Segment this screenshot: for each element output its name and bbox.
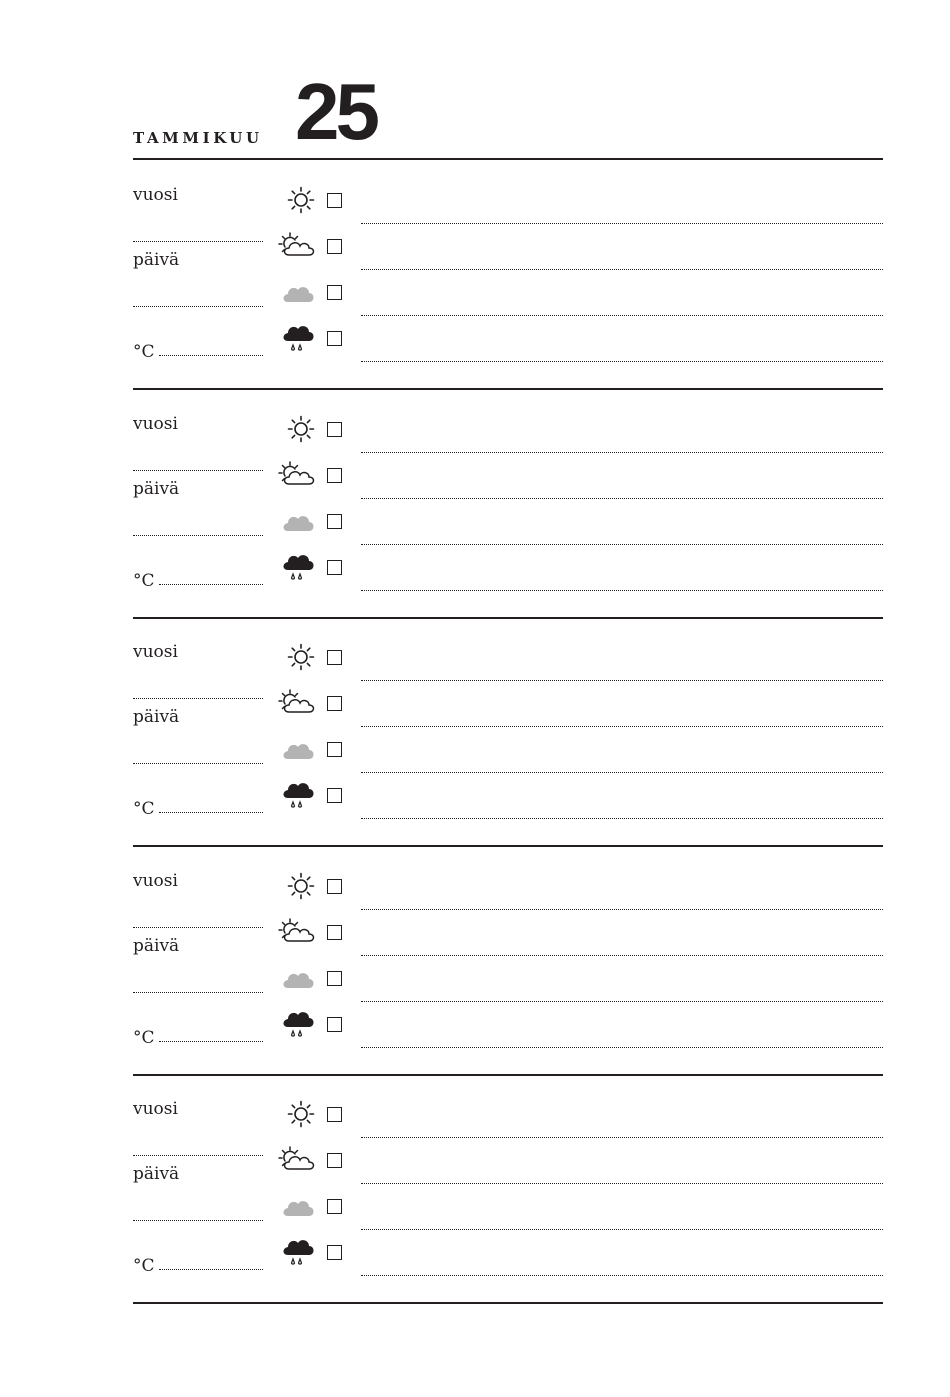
date-label: päivä <box>133 935 180 956</box>
temperature-field[interactable] <box>159 812 263 813</box>
note-line[interactable] <box>361 1229 883 1230</box>
weather-row-rain <box>278 1238 883 1278</box>
partly-cloudy-checkbox[interactable] <box>327 1153 342 1168</box>
note-line[interactable] <box>361 1001 883 1002</box>
note-line[interactable] <box>361 1047 883 1048</box>
weather-row-rain <box>278 553 883 593</box>
note-line[interactable] <box>361 361 883 362</box>
year-field[interactable] <box>133 698 263 699</box>
weather-row-cloudy <box>278 964 883 1004</box>
note-line[interactable] <box>361 818 883 819</box>
note-line[interactable] <box>361 315 883 316</box>
header-rule <box>133 158 883 160</box>
partly-cloudy-icon <box>278 689 318 723</box>
note-line[interactable] <box>361 498 883 499</box>
temperature-label: °C <box>133 1256 155 1276</box>
temperature-field[interactable] <box>159 1269 263 1270</box>
sunny-checkbox[interactable] <box>327 422 342 437</box>
month-label: TAMMIKUU <box>133 129 263 147</box>
sunny-checkbox[interactable] <box>327 879 342 894</box>
sun-icon <box>278 643 318 677</box>
note-line[interactable] <box>361 269 883 270</box>
date-field[interactable] <box>133 306 263 307</box>
weather-row-partly-cloudy <box>278 232 883 272</box>
weather-row-partly-cloudy <box>278 461 883 501</box>
weather-row-rain <box>278 324 883 364</box>
weather-row-cloudy <box>278 735 883 775</box>
date-field[interactable] <box>133 535 263 536</box>
cloudy-checkbox[interactable] <box>327 742 342 757</box>
rain-icon <box>278 324 318 358</box>
weather-row-cloudy <box>278 1192 883 1232</box>
rain-icon <box>278 781 318 815</box>
weather-row-sunny <box>278 643 883 683</box>
cloudy-icon <box>278 278 318 312</box>
cloudy-icon <box>278 964 318 998</box>
year-field[interactable] <box>133 470 263 471</box>
note-line[interactable] <box>361 1183 883 1184</box>
note-line[interactable] <box>361 955 883 956</box>
cloudy-checkbox[interactable] <box>327 514 342 529</box>
cloudy-icon <box>278 735 318 769</box>
cloudy-icon <box>278 507 318 541</box>
weather-row-partly-cloudy <box>278 918 883 958</box>
entry-section <box>133 848 883 1076</box>
cloudy-checkbox[interactable] <box>327 285 342 300</box>
weather-row-rain <box>278 1010 883 1050</box>
sun-icon <box>278 1100 318 1134</box>
date-label: päivä <box>133 707 180 727</box>
section-rule <box>133 1302 883 1304</box>
sun-icon <box>278 415 318 449</box>
note-line[interactable] <box>361 1275 883 1276</box>
weather-row-partly-cloudy <box>278 689 883 729</box>
note-line[interactable] <box>361 726 883 727</box>
partly-cloudy-icon <box>278 461 318 495</box>
note-line[interactable] <box>361 909 883 910</box>
temperature-label: °C <box>133 342 155 362</box>
temperature-label: °C <box>133 1027 155 1048</box>
partly-cloudy-checkbox[interactable] <box>327 239 342 254</box>
year-label: vuosi <box>133 642 178 662</box>
date-field[interactable] <box>133 1220 263 1221</box>
date-label: päivä <box>133 250 180 270</box>
temperature-field[interactable] <box>159 1041 263 1042</box>
partly-cloudy-icon <box>278 1146 318 1180</box>
weather-row-rain <box>278 781 883 821</box>
note-line[interactable] <box>361 590 883 591</box>
rain-checkbox[interactable] <box>327 1017 342 1032</box>
page-header <box>133 67 883 162</box>
weather-row-sunny <box>278 1100 883 1140</box>
day-number: 25 <box>295 67 376 156</box>
year-field[interactable] <box>133 1155 263 1156</box>
rain-checkbox[interactable] <box>327 560 342 575</box>
note-line[interactable] <box>361 680 883 681</box>
date-field[interactable] <box>133 763 263 764</box>
sunny-checkbox[interactable] <box>327 650 342 665</box>
weather-row-cloudy <box>278 278 883 318</box>
weather-row-sunny <box>278 415 883 455</box>
note-line[interactable] <box>361 223 883 224</box>
date-label: päivä <box>133 478 180 499</box>
rain-icon <box>278 553 318 587</box>
year-field[interactable] <box>133 927 263 928</box>
temperature-label: °C <box>133 570 155 591</box>
sun-icon <box>278 186 318 220</box>
note-line[interactable] <box>361 1137 883 1138</box>
note-line[interactable] <box>361 544 883 545</box>
date-label: päivä <box>133 1164 180 1184</box>
partly-cloudy-checkbox[interactable] <box>327 925 342 940</box>
partly-cloudy-checkbox[interactable] <box>327 696 342 711</box>
partly-cloudy-icon <box>278 918 318 952</box>
rain-checkbox[interactable] <box>327 788 342 803</box>
sunny-checkbox[interactable] <box>327 193 342 208</box>
cloudy-icon <box>278 1192 318 1226</box>
weather-row-sunny <box>278 186 883 226</box>
rain-icon <box>278 1238 318 1272</box>
rain-checkbox[interactable] <box>327 1245 342 1260</box>
temperature-label: °C <box>133 799 155 819</box>
temperature-field[interactable] <box>159 584 263 585</box>
cloudy-checkbox[interactable] <box>327 1199 342 1214</box>
entry-section <box>133 1076 883 1304</box>
weather-row-cloudy <box>278 507 883 547</box>
note-line[interactable] <box>361 452 883 453</box>
sunny-checkbox[interactable] <box>327 1107 342 1122</box>
year-label: vuosi <box>133 870 178 891</box>
entry-section <box>133 162 883 390</box>
entry-section <box>133 391 883 619</box>
weather-row-sunny <box>278 872 883 912</box>
temperature-field[interactable] <box>159 355 263 356</box>
year-label: vuosi <box>133 1099 178 1119</box>
year-label: vuosi <box>133 185 178 205</box>
year-field[interactable] <box>133 241 263 242</box>
note-line[interactable] <box>361 772 883 773</box>
rain-icon <box>278 1010 318 1044</box>
partly-cloudy-icon <box>278 232 318 266</box>
weather-row-partly-cloudy <box>278 1146 883 1186</box>
sun-icon <box>278 872 318 906</box>
partly-cloudy-checkbox[interactable] <box>327 468 342 483</box>
rain-checkbox[interactable] <box>327 331 342 346</box>
date-field[interactable] <box>133 992 263 993</box>
year-label: vuosi <box>133 413 178 434</box>
entry-section <box>133 619 883 847</box>
cloudy-checkbox[interactable] <box>327 971 342 986</box>
